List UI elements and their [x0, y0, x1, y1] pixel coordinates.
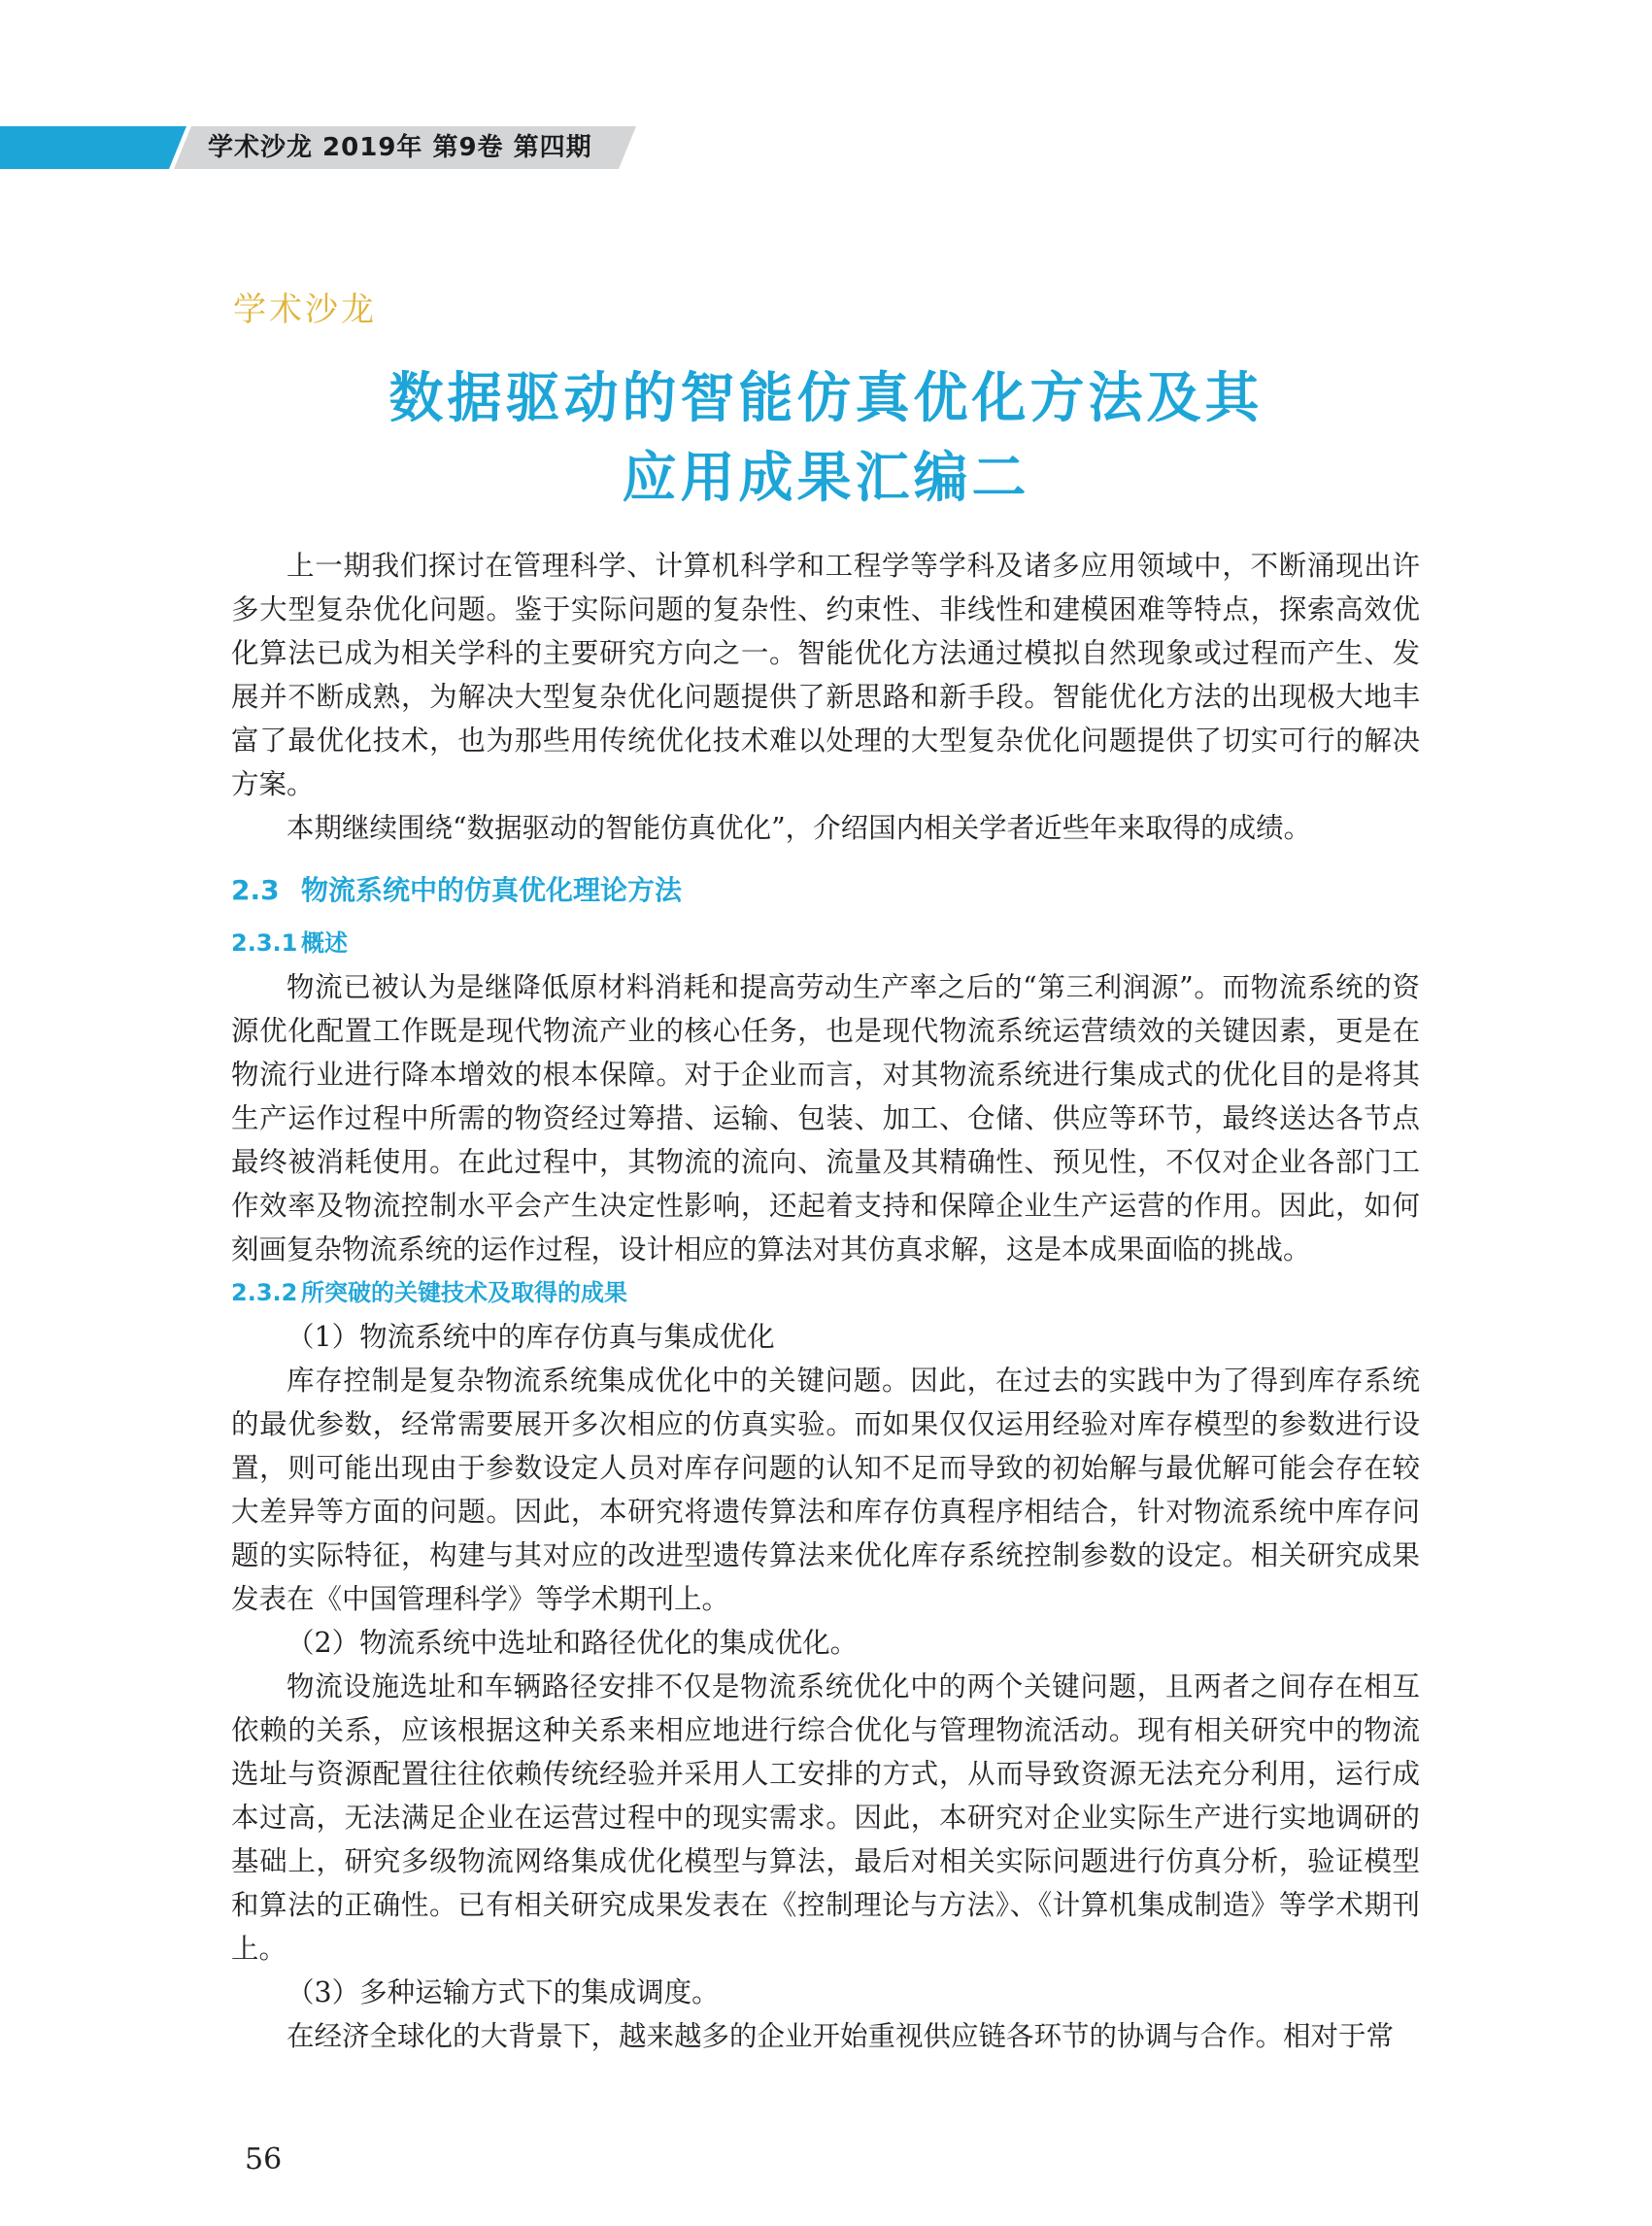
section-heading [231, 860, 1420, 922]
item-heading-2: （2）物流系统中选址和路径优化的集成优化。 [287, 1627, 859, 1659]
article-title-line-2: 应用成果汇编二 [622, 446, 1030, 510]
item-paragraph-2: 物流设施选址和车辆路径安排不仅是物流系统优化中的两个关键问题，且两者之间存在相互依赖的关系，应该根据这种关系来相应地进行综合优化与管理物流活动。现有相关研究中的物流选址与资源配置往往依赖传统经验并采用人工安排的方式，从而导致资源无法充分利用，运行成本过高，无法满足企业在运营过程中的现实需求。因此，本研究对企业实际生产进行实地调研的基础上，研究多级物流网络集成优化模型与算法，最后对相关实际问题进行仿真分析，验证模型和算法的正确性。已有相关研究成果发表在《控制理论与方法》、《计算机集成制造》等学术期刊上。 [231, 1670, 1420, 1965]
subsection-number: 2.3.2 [231, 1279, 298, 1306]
article-title-line-1: 数据驱动的智能仿真优化方法及其 [388, 366, 1264, 430]
page-number: 56 [245, 2142, 283, 2176]
subsection-heading-2 [231, 1271, 1420, 1315]
subsection-number: 2.3.1 [231, 929, 298, 957]
item-heading-1: （1）物流系统中的库存仿真与集成优化 [287, 1321, 775, 1353]
section-number: 2.3 [231, 874, 280, 906]
article-body [231, 544, 1420, 2058]
column-tag: 学术沙龙 [233, 290, 377, 329]
section-title: 物流系统中的仿真优化理论方法 [301, 874, 683, 906]
item-heading-3: （3）多种运输方式下的集成调度。 [287, 1976, 720, 2008]
item-paragraph-1: 库存控制是复杂物流系统集成优化中的关键问题。因此，在过去的实践中为了得到库存系统的最优参数，经常需要展开多次相应的仿真实验。而如果仅仅运用经验对库存模型的参数进行设置，则可能出现由于参数设定人员对库存问题的认知不足而导致的初始解与最优解可能会存在较大差异等方面的问题。因此，本研究将遗传算法和库存仿真程序相结合，针对物流系统中库存问题的实际特征，构建与其对应的改进型遗传算法来优化库存系统控制参数的设定。相关研究成果发表在《中国管理科学》等学术期刊上。 [231, 1365, 1420, 1615]
overview-paragraph: 物流已被认为是继降低原材料消耗和提高劳动生产率之后的“第三利润源”。而物流系统的资源优化配置工作既是现代物流产业的核心任务，也是现代物流系统运营绩效的关键因素，更是在物流行业进行降本增效的根本保障。对于企业而言，对其物流系统进行集成式的优化目的是将其生产运作过程中所需的物资经过筹措、运输、包装、加工、仓储、供应等环节，最终送达各节点最终被消耗使用。在此过程中，其物流的流向、流量及其精确性、预见性，不仅对企业各部门工作效率及物流控制水平会产生决定性影响，还起着支持和保障企业生产运营的作用。因此，如何刻画复杂物流系统的运作过程，设计相应的算法对其仿真求解，这是本成果面临的挑战。 [231, 971, 1420, 1265]
intro-paragraph-1: 上一期我们探讨在管理科学、计算机科学和工程学等学科及诸多应用领域中，不断涌现出许多大型复杂优化问题。鉴于实际问题的复杂性、约束性、非线性和建模困难等特点，探索高效优化算法已成为相关学科的主要研究方向之一。智能优化方法通过模拟自然现象或过程而产生、发展并不断成熟，为解决大型复杂优化问题提供了新思路和新手段。智能优化方法的出现极大地丰富了最优化技术，也为那些用传统优化技术难以处理的大型复杂优化问题提供了切实可行的解决方案。 [231, 550, 1420, 800]
subsection-heading-1 [231, 922, 1420, 965]
intro-paragraph-2: 本期继续围绕“数据驱动的智能仿真优化”，介绍国内相关学者近些年来取得的成绩。 [287, 812, 1312, 844]
subsection-title: 概述 [301, 929, 348, 957]
running-header: 学术沙龙 2019年 第9卷 第四期 [208, 133, 592, 162]
subsection-title: 所突破的关键技术及取得的成果 [301, 1279, 627, 1306]
item-paragraph-3: 在经济全球化的大背景下，越来越多的企业开始重视供应链各环节的协调与合作。相对于常 [287, 2020, 1395, 2052]
